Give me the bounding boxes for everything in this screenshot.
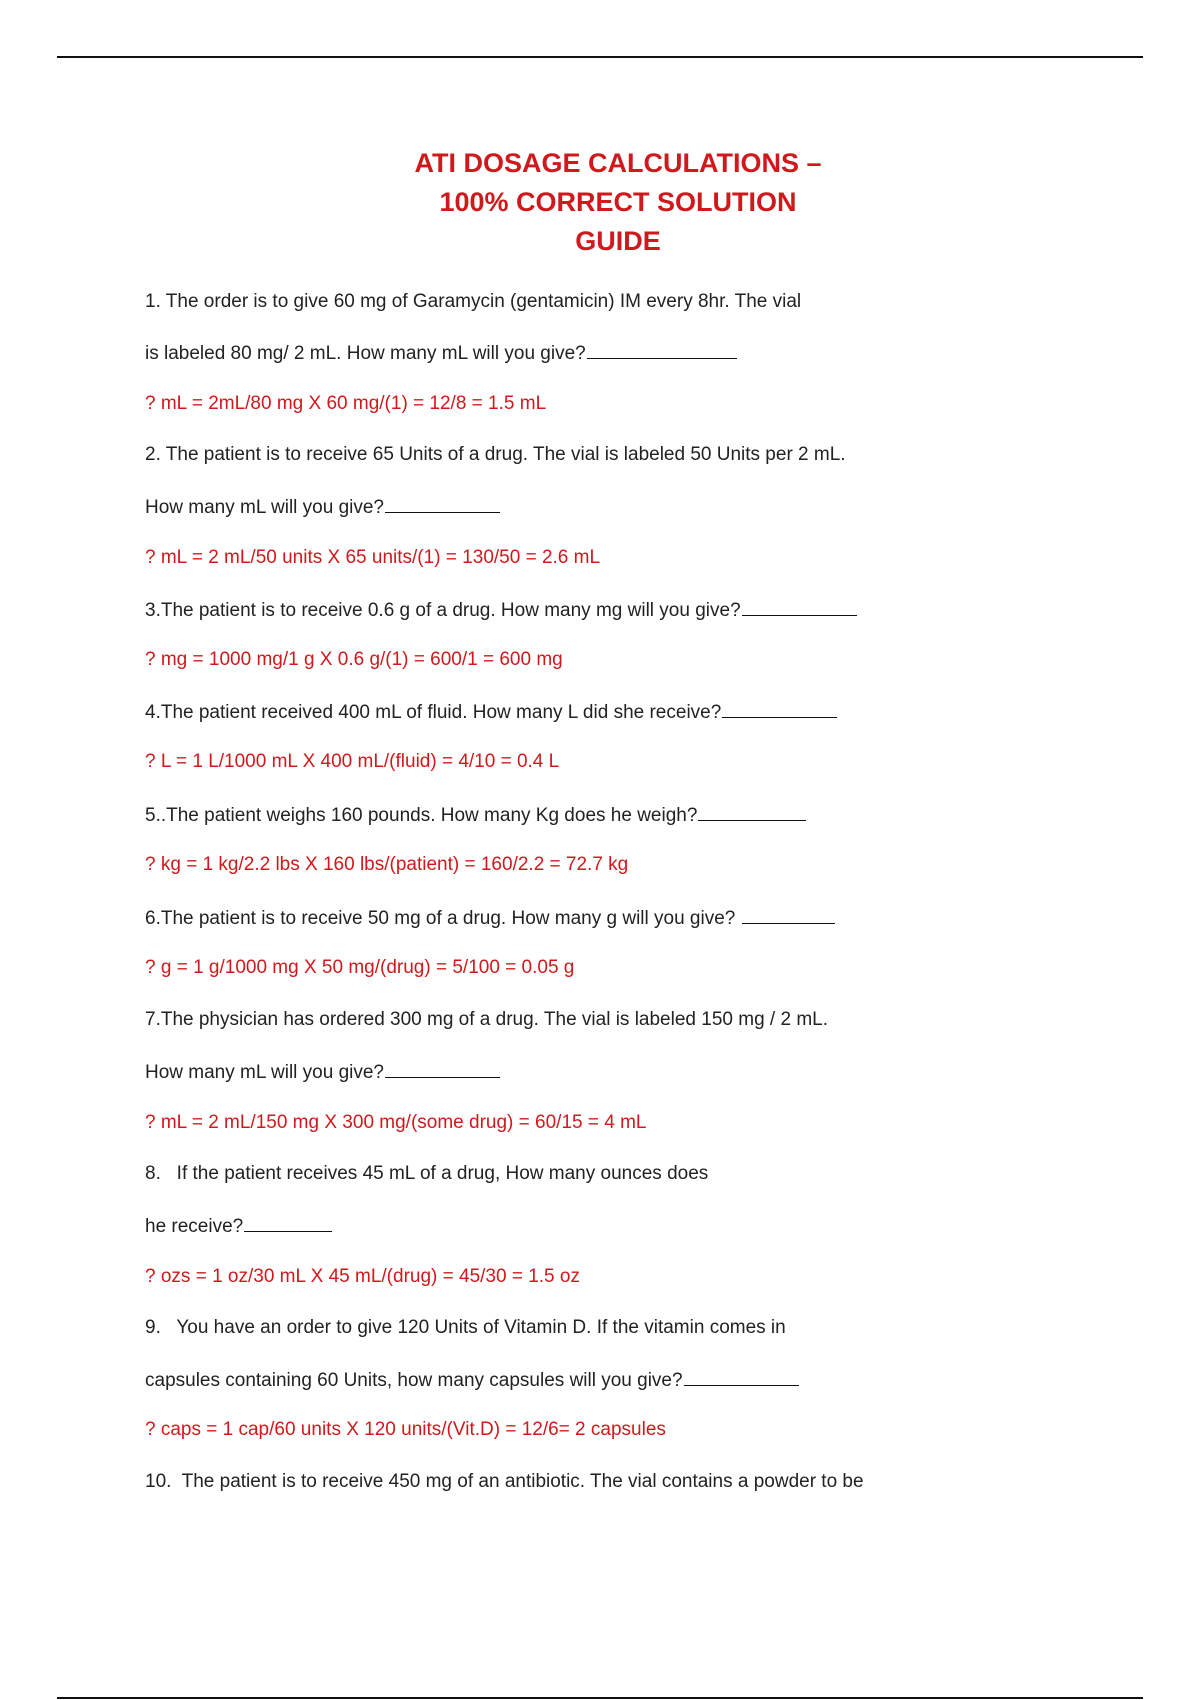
answer-3: ? mg = 1000 mg/1 g X 0.6 g/(1) = 600/1 = 600 mg — [145, 649, 563, 670]
answer-9: ? caps = 1 cap/60 units X 120 units/(Vit.D) = 12/6= 2 capsules — [145, 1419, 666, 1440]
question-2-line-2: How many mL will you give? — [145, 494, 500, 520]
answer-8: ? ozs = 1 oz/30 mL X 45 mL/(drug) = 45/30 = 1.5 oz — [145, 1266, 580, 1287]
answer-blank[interactable] — [244, 1213, 332, 1232]
question-3: 3.The patient is to receive 0.6 g of a drug. How many mg will you give? — [145, 597, 857, 623]
question-1-line-1: 1. The order is to give 60 mg of Garamycin (gentamicin) IM every 8hr. The vial — [145, 291, 802, 312]
answer-blank[interactable] — [742, 905, 835, 924]
question-9-line-2: capsules containing 60 Units, how many capsules will you give? — [145, 1367, 799, 1393]
question-1-line-2: is labeled 80 mg/ 2 mL. How many mL will you give? — [145, 340, 737, 366]
question-8-line-2: he receive? — [145, 1213, 332, 1239]
answer-blank[interactable] — [587, 340, 737, 359]
question-8-line-1: 8. If the patient receives 45 mL of a drug, How many ounces does — [145, 1163, 709, 1184]
answer-blank[interactable] — [742, 597, 857, 616]
question-7-line-1: 7.The physician has ordered 300 mg of a drug. The vial is labeled 150 mg / 2 mL. — [145, 1009, 828, 1030]
title-line-1: ATI DOSAGE CALCULATIONS – — [414, 148, 822, 178]
answer-blank[interactable] — [722, 699, 837, 718]
question-7-line-2: How many mL will you give? — [145, 1059, 500, 1085]
title-line-3: GUIDE — [575, 226, 661, 256]
answer-2: ? mL = 2 mL/50 units X 65 units/(1) = 130/50 = 2.6 mL — [145, 547, 601, 568]
answer-5: ? kg = 1 kg/2.2 lbs X 160 lbs/(patient) = 160/2.2 = 72.7 kg — [145, 854, 629, 875]
answer-6: ? g = 1 g/1000 mg X 50 mg/(drug) = 5/100 = 0.05 g — [145, 957, 575, 978]
answer-4: ? L = 1 L/1000 mL X 400 mL/(fluid) = 4/10 = 0.4 L — [145, 751, 560, 772]
question-5: 5..The patient weighs 160 pounds. How many Kg does he weigh? — [145, 802, 806, 828]
answer-blank[interactable] — [684, 1367, 799, 1386]
question-6: 6.The patient is to receive 50 mg of a drug. How many g will you give? — [145, 905, 835, 931]
answer-blank[interactable] — [385, 1059, 500, 1078]
question-4: 4.The patient received 400 mL of fluid. How many L did she receive? — [145, 699, 837, 725]
footer-rule — [57, 1697, 1143, 1699]
title-line-2: 100% CORRECT SOLUTION — [439, 187, 797, 217]
answer-blank[interactable] — [385, 494, 500, 513]
answer-blank[interactable] — [698, 802, 806, 821]
answer-1: ? mL = 2mL/80 mg X 60 mg/(1) = 12/8 = 1.5 mL — [145, 393, 547, 414]
answer-7: ? mL = 2 mL/150 mg X 300 mg/(some drug) = 60/15 = 4 mL — [145, 1112, 647, 1133]
question-10-line-1: 10. The patient is to receive 450 mg of an antibiotic. The vial contains a powder to be — [145, 1471, 864, 1492]
question-2-line-1: 2. The patient is to receive 65 Units of a drug. The vial is labeled 50 Units per 2 mL. — [145, 444, 846, 465]
question-9-line-1: 9. You have an order to give 120 Units of Vitamin D. If the vitamin comes in — [145, 1317, 786, 1338]
